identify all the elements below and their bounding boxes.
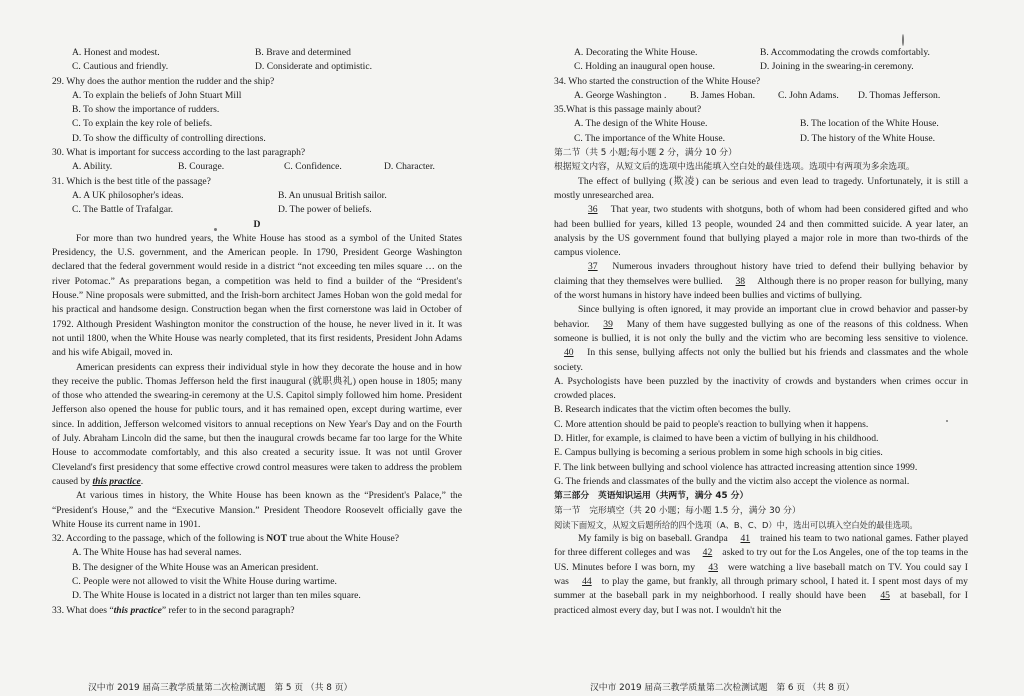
q35-option-b: B. The location of the White House. (800, 118, 939, 130)
q29-option-b: B. To show the importance of rudders. (72, 104, 220, 116)
q32-option-c: C. People were not allowed to visit the White House during wartime. (72, 575, 337, 587)
passage-paragraph-2-end: . (140, 475, 144, 487)
q28-options-row-2 (52, 60, 462, 74)
blank-40: 40 (564, 347, 574, 359)
q31-option-b: B. An unusual British sailor. (278, 189, 387, 201)
gap-passage-paragraph-3 (554, 260, 968, 303)
q30-option-b: B. Courage. (178, 161, 225, 173)
page-6-footer: 汉中市 2019 届高三教学质量第二次检测试题 第 6 页 （共 8 页） (590, 683, 855, 693)
scan-speck (902, 34, 904, 46)
q33-emphasis: this practice (113, 604, 162, 616)
passage-paragraph-2 (52, 361, 462, 490)
q31-option-d: D. The power of beliefs. (278, 204, 372, 216)
blank-41: 41 (740, 533, 751, 545)
q34-option-a: A. George Washington . (574, 89, 667, 101)
cloze-text-1: My family is big on baseball. Grandpa (578, 533, 728, 545)
q33-option-a: A. Decorating the White House. (574, 47, 698, 58)
q32-not-word: NOT (266, 533, 288, 545)
cloze-text-3: asked to try out for the Los Angeles, one of the top teams in the US. Minutes before I was born, my (554, 547, 968, 573)
q31-option-c: C. The Battle of Trafalgar. (72, 204, 174, 216)
blank-44: 44 (582, 575, 592, 587)
scan-speck (214, 228, 217, 231)
this-practice-phrase: this practice (92, 475, 141, 487)
q35-options-row-1 (554, 117, 968, 131)
q34-options-row (554, 89, 968, 103)
q30-question: 30. What is important for success according to the last paragraph? (52, 147, 306, 159)
blank-36: 36 (588, 204, 598, 216)
gap-passage-paragraph-1: The effect of bullying (欺凌) can be serious and even lead to tragedy. Unfortunately, it is still a mostly unresearched area. (554, 175, 968, 201)
q31-option-a: A. A UK philosopher's ideas. (72, 189, 184, 201)
q33-option-d: D. Joining in the swearing-in ceremony. (760, 61, 914, 73)
q34-option-c: C. John Adams. (778, 89, 839, 101)
passage-paragraph-2-text: American presidents can express their individual style in how they decorate the house and in how they receive the public. Thomas Jefferson held the first inaugural (就职典礼) open house in 1805; many of those who attended the swearing-in ceremony at the U.S. Capitol simply followed him home. President Jefferson also opened the house for public tours, and it has remained open, except during wartime, ever since. In addition, Jefferson welcomed visitors to annual receptions on New Year's Day and on the Fourth of July. Abraham Lincoln did the same, but then the inaugural crowds became far too large for the White House to accommodate comfortably, and this also created a security issue. It was not until Grover Cleveland's first presidency that some effective crowd control measures were taken to address the problem caused by (52, 361, 462, 487)
q30-options-row (52, 160, 462, 174)
page-5-footer: 汉中市 2019 届高三教学质量第二次检测试题 第 5 页 （共 8 页） (88, 683, 353, 693)
q33-question (52, 604, 462, 618)
q33-question-end: ” refer to in the second paragraph? (161, 604, 295, 616)
cloze-text-6: at baseball, for I practiced almost every day, but I was not. I wouldn't hit the (554, 590, 968, 616)
gap-paragraph-4-text-b: Many of them have suggested bullying as one of the reasons of this coldness. When someone is bullied, it is not only the bully and the victim who are becoming less sensitive to violence. (554, 318, 968, 344)
q35-option-d: D. The history of the White House. (800, 132, 936, 144)
q32-option-b: B. The designer of the White House was an American president. (72, 561, 319, 573)
gap-passage-paragraph-2 (554, 203, 968, 260)
q33-options-row-2 (554, 60, 968, 74)
q34-question: 34. Who started the construction of the White House? (554, 75, 761, 87)
q29-question: 29. Why does the author mention the rudder and the ship? (52, 75, 275, 87)
q32-option-d: D. The White House is located in a district not larger than ten miles square. (72, 590, 361, 602)
section-letter-d: D (253, 218, 261, 230)
q33-question-start: 33. What does “ (52, 604, 114, 616)
q33-option-b: B. Accommodating the crowds comfortably. (760, 47, 930, 58)
q28-option-c: C. Cautious and friendly. (72, 61, 169, 73)
q33-option-c: C. Holding an inaugural open house. (574, 61, 715, 73)
gap-paragraph-2-text: That year, two students with shotguns, both of whom had been considered gifted and who had been bullied for years, killed 13 people, wounded 24 and then committed suicide. A year later, an analysis by the US government found that bullying played a major role in more than two-thirds of the campus violence. (554, 204, 968, 259)
q29-option-a: A. To explain the beliefs of John Stuart Mill (72, 89, 242, 101)
gap-option-g: G. The friends and classmates of the bully and the victim also accept the violence as normal. (554, 475, 910, 487)
gap-option-c: C. More attention should be paid to people's reaction to bullying when it happens. (554, 418, 869, 430)
cloze-text-5: to play the game, but frankly, all through primary school, I hated it. I spent most days of my summer at the baseball park in my neighborhood. I really should have been (554, 575, 968, 602)
q34-option-b: B. James Hoban. (690, 89, 756, 101)
cloze-text-4: were watching a live baseball match on TV. You could say I was (554, 561, 968, 587)
section-1-heading: 第一节 完形填空（共 20 小题；每小题 1.5 分，满分 30 分） (554, 505, 801, 516)
q34-option-d: D. Thomas Jefferson. (858, 89, 941, 101)
q31-options-row-1 (52, 189, 462, 203)
q32-question (52, 532, 462, 546)
q28-options-row-1 (52, 46, 462, 60)
cloze-passage (554, 532, 968, 618)
q31-question: 31. Which is the best title of the passage? (52, 175, 211, 187)
q33-options-row-1 (554, 46, 968, 60)
blank-42: 42 (702, 547, 713, 559)
q35-option-c: C. The importance of the White House. (574, 132, 725, 144)
q30-option-a: A. Ability. (72, 161, 113, 173)
exam-page-5 (52, 46, 462, 686)
blank-45: 45 (880, 590, 890, 602)
gap-paragraph-4-text-c: In this sense, bullying affects not only the bullied but his friends and classmates and the whole society. (554, 347, 968, 373)
cloze-text-2: trained his team to two national games. Father played for three different colleges and was (554, 533, 968, 559)
scan-speck (946, 420, 948, 422)
q28-option-a: A. Honest and modest. (72, 47, 160, 58)
blank-38: 38 (735, 275, 746, 287)
q31-options-row-2 (52, 203, 462, 217)
exam-page-6 (554, 46, 968, 686)
section-1-instructions: 阅读下面短文，从短文后题所给的四个选项（A、B、C、D）中，选出可以填入空白处的最佳选项。 (554, 519, 918, 530)
gap-paragraph-3-text-a: Numerous invaders throughout history have tried to defend their bullying behavior by claiming that they themselves were bullied. (554, 261, 968, 287)
q35-question: 35.What is this passage mainly about? (554, 104, 702, 116)
gap-option-d: D. Hitler, for example, is claimed to have been a victim of bullying in his childhood. (554, 433, 879, 445)
q32-option-a: A. The White House has had several names. (72, 547, 242, 559)
section-2-instructions: 根据短文内容，从短文后的选项中选出能填入空白处的最佳选项。选项中有两项为多余选项。 (554, 162, 915, 173)
gap-option-e: E. Campus bullying is becoming a serious problem in some high schools in big cities. (554, 447, 883, 459)
q32-question-end: true about the White House? (287, 533, 400, 545)
q29-option-c: C. To explain the key role of beliefs. (72, 118, 213, 130)
gap-option-f: F. The link between bullying and school violence has attracted increasing attention since 1999. (554, 461, 918, 473)
q30-option-c: C. Confidence. (284, 161, 342, 173)
q32-question-start: 32. According to the passage, which of the following is (52, 533, 267, 545)
q35-option-a: A. The design of the White House. (574, 118, 708, 130)
passage-paragraph-3: At various times in history, the White House has been known as the “President's Palace,” the “President's House,” and the “Executive Mansion.” President Theodore Roosevelt officially gave the White House its current name in 1901. (52, 490, 462, 530)
section-2-heading: 第二节（共 5 小题;每小题 2 分，满分 10 分） (554, 148, 737, 159)
gap-paragraph-3-text-b: Although there is no proper reason for bullying, many of the worst humans in history have indeed been bullies and victims of bullying. (554, 275, 968, 302)
q28-option-b: B. Brave and determined (255, 47, 351, 58)
passage-paragraph-1: For more than two hundred years, the White House has stood as a symbol of the United States Presidency, the U.S. government, and the American people. In 1790, President George Washington declared that the federal government would reside in a district “not exceeding ten miles square … on the river Potomac.” As preparations began, a competition was held to find a builder of the “President's House.” Nine proposals were submitted, and the Irish-born architect James Hoban won the gold medal for his practical and handsome design. Construction began when the first cornerstone was laid in October of 1792. Although President Washington monitor the construction of the house, he never lived in it. It was not until 1800, when the White House was nearly completed, that its first residents, President John Adams and his wife Abigail, moved in. (52, 232, 462, 359)
gap-paragraph-4-text-a: Since bullying is often ignored, it may provide an important clue in crowd behavior and passer-by behavior. (554, 304, 968, 330)
q30-option-d: D. Character. (384, 161, 435, 173)
blank-39: 39 (603, 318, 613, 330)
q28-option-d: D. Considerate and optimistic. (255, 61, 372, 73)
part-3-heading: 第三部分 英语知识运用（共两节，满分 45 分） (554, 491, 749, 502)
blank-37: 37 (588, 261, 598, 273)
q29-option-d: D. To show the difficulty of controlling directions. (72, 132, 266, 144)
gap-option-a: A. Psychologists have been puzzled by the inactivity of crowds and bystanders when crimes occur in crowded places. (554, 375, 968, 402)
gap-option-b: B. Research indicates that the victim often becomes the bully. (554, 404, 791, 416)
blank-43: 43 (708, 561, 718, 573)
gap-passage-paragraph-4 (554, 303, 968, 374)
q35-options-row-2 (554, 132, 968, 146)
